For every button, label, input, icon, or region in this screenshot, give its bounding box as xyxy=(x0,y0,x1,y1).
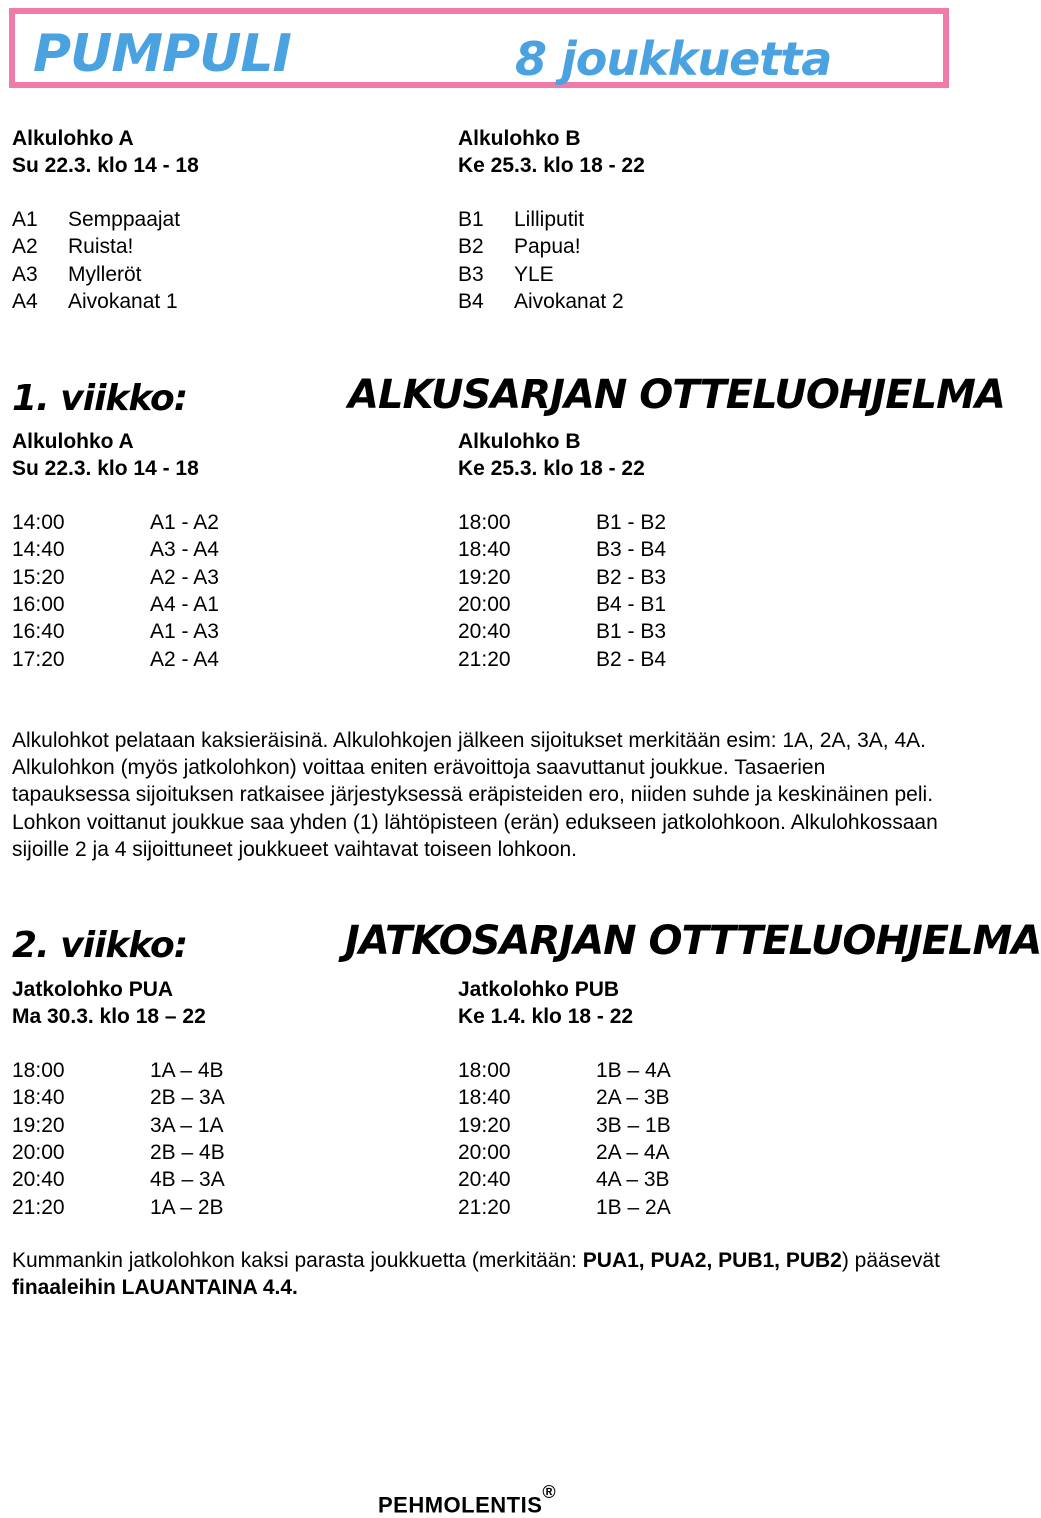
team-row-code: B3 xyxy=(458,262,484,286)
match-row-match: 1A – 4B xyxy=(150,1059,224,1082)
match-row-match: A2 - A3 xyxy=(150,565,219,589)
week1-b-date: Ke 25.3. klo 18 - 22 xyxy=(458,457,645,480)
title-banner xyxy=(9,8,949,88)
match-row-match: 2B – 4B xyxy=(150,1140,225,1164)
week1-label: 1. viikko: xyxy=(12,378,188,419)
week1-b-schedule xyxy=(458,509,878,674)
brand-logo xyxy=(378,1482,557,1518)
match-row-match: B4 - B1 xyxy=(596,592,667,616)
week2-heading: JATKOSARJAN OTTTELUOHJELMA xyxy=(345,918,1041,964)
group-b-name: Alkulohko B xyxy=(458,127,581,150)
match-row-time: 18:40 xyxy=(12,1086,65,1110)
finals-teams: PUA1, PUA2, PUB1, PUB2 xyxy=(582,1249,842,1272)
group-a-date: Su 22.3. klo 14 - 18 xyxy=(12,154,199,177)
week1-a-schedule xyxy=(12,509,432,674)
banner-subtitle: 8 joukkuetta xyxy=(515,32,832,86)
match-row-time: 20:00 xyxy=(458,1140,511,1164)
match-row-time: 18:40 xyxy=(458,1086,511,1110)
brand-name: PEHMOLENTIS xyxy=(378,1492,543,1518)
group-b-teams xyxy=(458,206,878,316)
match-row-time: 18:40 xyxy=(458,538,511,562)
match-row-match: 1B – 4A xyxy=(596,1059,671,1082)
match-row-time: 19:20 xyxy=(12,1113,65,1137)
match-row-time: 18:00 xyxy=(12,1059,65,1082)
match-row-match: 2A – 4A xyxy=(596,1140,670,1164)
team-row-name: Aivokanat 1 xyxy=(68,289,178,313)
match-row-time: 15:20 xyxy=(12,565,65,589)
match-row-match: A1 - A2 xyxy=(150,511,219,534)
finals-paragraph xyxy=(12,1247,944,1301)
match-row-match: 3A – 1A xyxy=(150,1113,224,1137)
finals-text-2: ) pääsevät xyxy=(841,1249,940,1272)
team-row-code: A1 xyxy=(12,208,38,231)
match-row-time: 20:00 xyxy=(12,1140,65,1164)
week2-pua-schedule xyxy=(12,1057,432,1222)
match-row-time: 18:00 xyxy=(458,511,511,534)
finals-date: finaaleihin LAUANTAINA 4.4. xyxy=(12,1276,298,1300)
match-row-time: 20:00 xyxy=(458,592,511,616)
match-row-match: A2 - A4 xyxy=(150,647,219,671)
team-row-name: Ruista! xyxy=(68,235,134,259)
team-row-code: A2 xyxy=(12,235,38,259)
team-row-name: Semppaajat xyxy=(68,208,181,231)
week2-pua-name: Jatkolohko PUA xyxy=(12,978,174,1001)
team-row-name: Lilliputit xyxy=(514,208,585,231)
match-row-time: 19:20 xyxy=(458,565,511,589)
match-row-time: 20:40 xyxy=(458,1168,511,1192)
group-a-name: Alkulohko A xyxy=(12,127,134,150)
registered-mark: ® xyxy=(542,1482,557,1502)
banner-title: PUMPULI xyxy=(33,24,291,84)
match-row-time: 20:40 xyxy=(12,1168,65,1192)
team-row-name: YLE xyxy=(514,262,554,286)
match-row-match: 4B – 3A xyxy=(150,1168,225,1192)
match-row-time: 21:20 xyxy=(458,1195,511,1219)
team-row-code: B2 xyxy=(458,235,484,259)
team-row-code: B1 xyxy=(458,208,484,231)
week1-heading: ALKUSARJAN OTTELUOHJELMA xyxy=(348,372,1005,418)
week2-pub-schedule xyxy=(458,1057,878,1222)
match-row-match: B1 - B3 xyxy=(596,620,667,644)
match-row-match: B2 - B3 xyxy=(596,565,667,589)
week2-label: 2. viikko: xyxy=(12,925,188,966)
match-row-time: 19:20 xyxy=(458,1113,511,1137)
match-row-time: 16:40 xyxy=(12,620,65,644)
week2-pua-date: Ma 30.3. klo 18 – 22 xyxy=(12,1005,206,1028)
group-a-teams xyxy=(12,206,432,316)
match-row-match: 1B – 2A xyxy=(596,1195,671,1219)
match-row-time: 21:20 xyxy=(12,1195,65,1219)
match-row-match: B2 - B4 xyxy=(596,647,667,671)
match-row-match: 4A – 3B xyxy=(596,1168,670,1192)
match-row-match: 2B – 3A xyxy=(150,1086,225,1110)
match-row-match: A1 - A3 xyxy=(150,620,219,644)
week2-pub-name: Jatkolohko PUB xyxy=(458,978,620,1001)
match-row-time: 20:40 xyxy=(458,620,511,644)
finals-text-1: Kummankin jatkolohkon kaksi parasta joukkuetta (merkitään: xyxy=(12,1249,583,1272)
match-row-time: 14:00 xyxy=(12,511,65,534)
match-row-match: B3 - B4 xyxy=(596,538,667,562)
group-b-date: Ke 25.3. klo 18 - 22 xyxy=(458,154,645,177)
match-row-time: 18:00 xyxy=(458,1059,511,1082)
match-row-time: 17:20 xyxy=(12,647,65,671)
rules-paragraph: Alkulohkot pelataan kaksieräisinä. Alkulohkojen jälkeen sijoitukset merkitään esim: 1A, 2A, 3A, 4A. Alkulohkon (myös jatkolohkon) voittaa eniten erävoittoja saavuttanut joukkue. Tasaerien tapauksessa sijoituksen ratkaisee järjestyksessä eräpisteiden ero, niiden suhde ja keskinäinen peli. Lohkon voittanut joukkue saa yhden (1) lähtöpisteen (erän) edukseen jatkolohkoon. Alkulohkossaan sijoille 2 ja 4 sijoittuneet joukkueet vaihtavat toiseen lohkoon. xyxy=(12,729,938,861)
match-row-match: A3 - A4 xyxy=(150,538,219,562)
team-row-name: Mylleröt xyxy=(68,262,142,286)
match-row-time: 16:00 xyxy=(12,592,65,616)
week1-a-date: Su 22.3. klo 14 - 18 xyxy=(12,457,199,480)
week1-b-name: Alkulohko B xyxy=(458,430,581,453)
match-row-match: 2A – 3B xyxy=(596,1086,670,1110)
team-row-code: A3 xyxy=(12,262,38,286)
team-row-code: B4 xyxy=(458,289,484,313)
team-row-name: Aivokanat 2 xyxy=(514,289,624,313)
match-row-match: A4 - A1 xyxy=(150,592,219,616)
match-row-match: 3B – 1B xyxy=(596,1113,671,1137)
week2-pub-date: Ke 1.4. klo 18 - 22 xyxy=(458,1005,634,1028)
match-row-match: 1A – 2B xyxy=(150,1195,224,1219)
match-row-match: B1 - B2 xyxy=(596,511,667,534)
team-row-code: A4 xyxy=(12,289,38,313)
week1-a-name: Alkulohko A xyxy=(12,430,134,453)
match-row-time: 21:20 xyxy=(458,647,511,671)
team-row-name: Papua! xyxy=(514,235,581,259)
match-row-time: 14:40 xyxy=(12,538,65,562)
